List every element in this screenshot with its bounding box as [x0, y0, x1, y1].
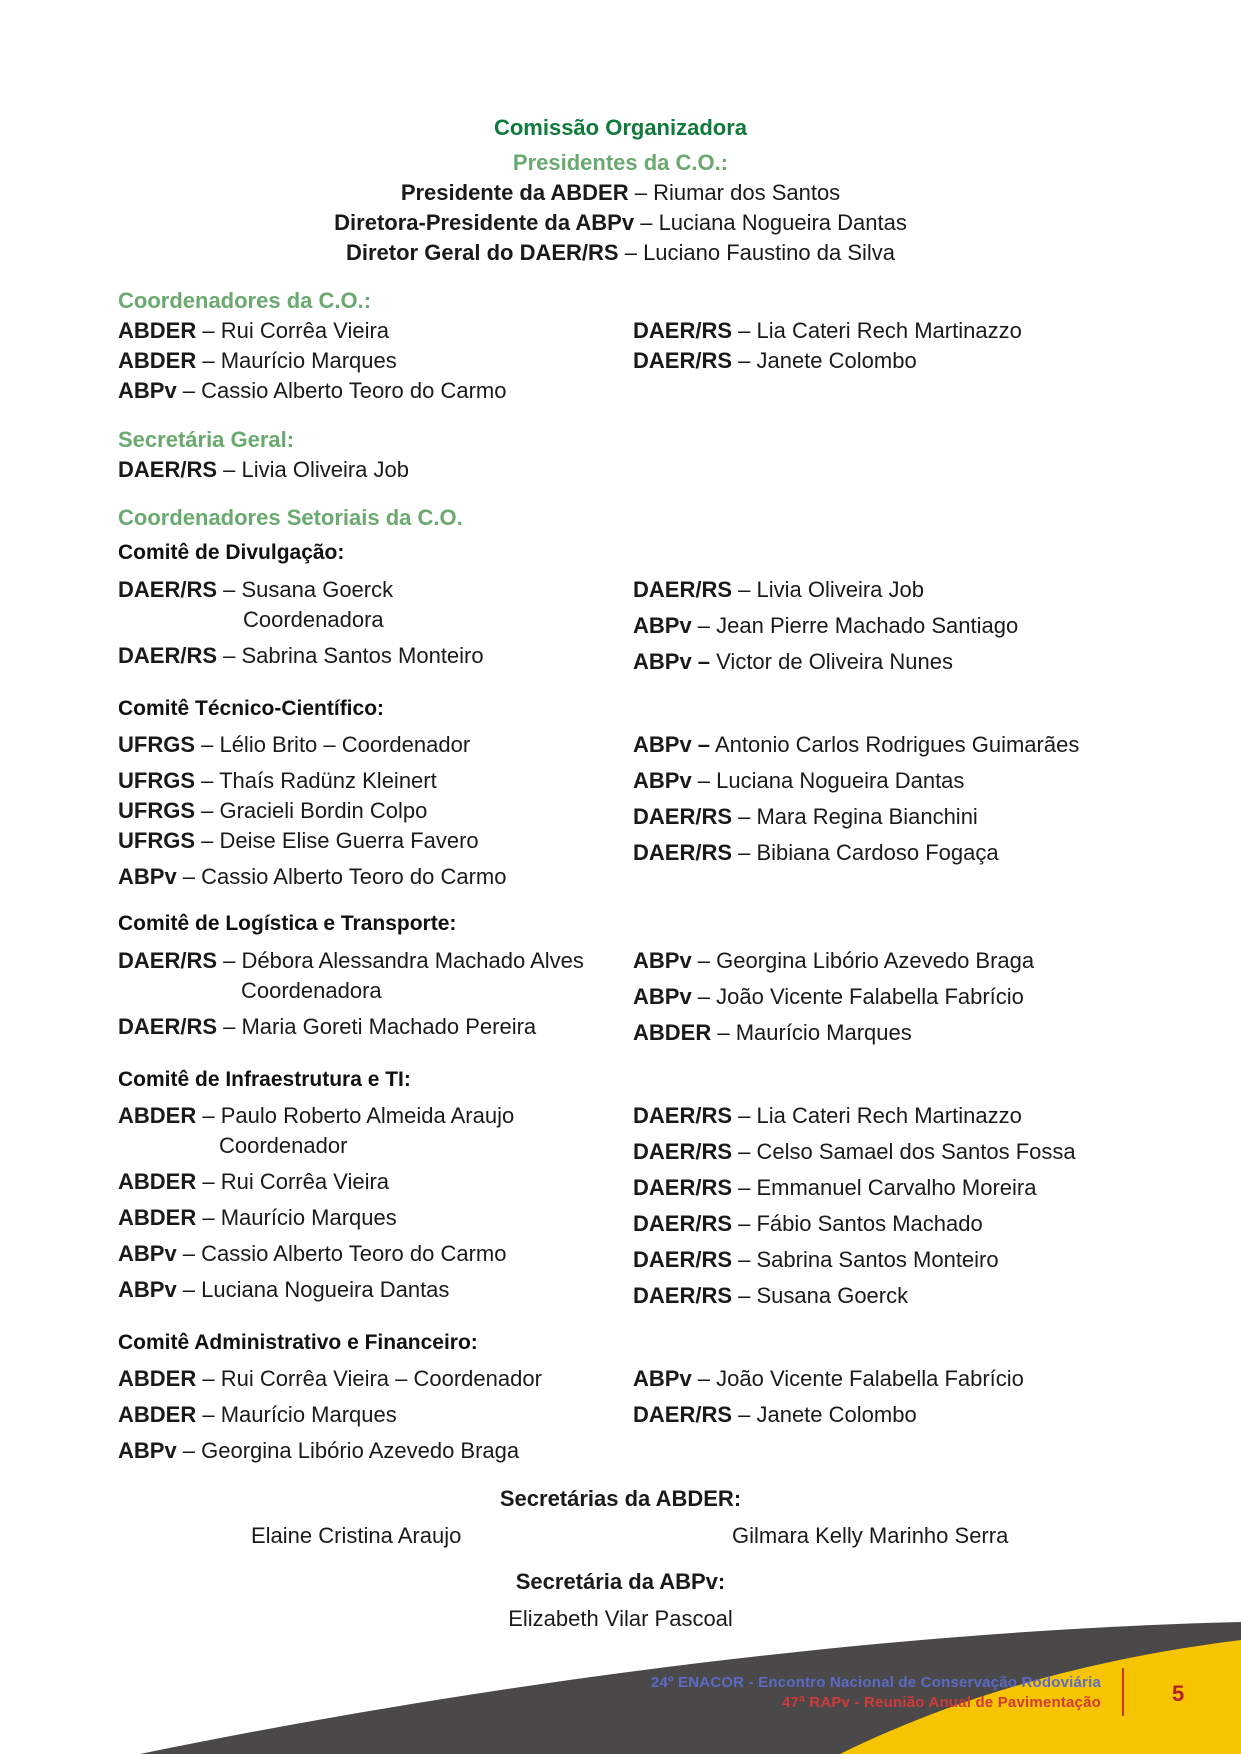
- secretary-name: Elizabeth Vilar Pascoal: [508, 1606, 733, 1631]
- committee-heading: Comitê de Logística e Transporte:: [118, 912, 457, 935]
- page-number: 5: [1172, 1681, 1185, 1706]
- coordinator-entry: [118, 346, 397, 376]
- person-name: – Jean Pierre Machado Santiago: [691, 613, 1019, 638]
- coordinator-entry: [118, 316, 389, 346]
- committee-member: [633, 575, 924, 605]
- committee-member: [633, 946, 1034, 976]
- org-label: ABDER: [118, 318, 197, 343]
- person-name: Victor de Oliveira Nunes: [710, 649, 953, 674]
- org-label: UFRGS: [118, 798, 195, 823]
- person-name: – Maurício Marques: [196, 348, 397, 373]
- person-name: – Maria Goreti Machado Pereira: [217, 1014, 537, 1039]
- member-role: Coordenador: [219, 1133, 348, 1158]
- committee-member: [118, 1101, 514, 1131]
- person-name: Antonio Carlos Rodrigues Guimarães: [710, 732, 1080, 757]
- org-label: ABPv: [633, 1366, 692, 1391]
- secretary-name: Gilmara Kelly Marinho Serra: [732, 1523, 1009, 1548]
- person-name: – Livia Oliveira Job: [732, 577, 924, 602]
- person-name: – Celso Samael dos Santos Fossa: [732, 1139, 1076, 1164]
- person-name: – Rui Corrêa Vieira: [196, 318, 390, 343]
- committee-member: [633, 766, 964, 796]
- org-label: DAER/RS: [118, 457, 218, 482]
- committee-member: [633, 838, 999, 868]
- secretary-general-entry: [118, 455, 409, 485]
- committee-heading: Comitê de Divulgação:: [118, 541, 345, 564]
- org-label: DAER/RS: [633, 1211, 733, 1236]
- committee-member: [633, 1018, 912, 1048]
- person-name: – João Vicente Falabella Fabrício: [691, 1366, 1024, 1391]
- person-name: – Cassio Alberto Teoro do Carmo: [176, 1241, 507, 1266]
- committee-member: [633, 802, 978, 832]
- org-label: DAER/RS: [633, 1103, 733, 1128]
- secretary-general-heading: Secretária Geral:: [118, 427, 295, 452]
- committee-member: [633, 1101, 1022, 1131]
- person-name: – Débora Alessandra Machado Alves: [217, 948, 584, 973]
- person-name: – Livia Oliveira Job: [217, 457, 409, 482]
- committee-heading: Comitê de Infraestrutura e TI:: [118, 1068, 411, 1091]
- person-name: – Mara Regina Bianchini: [732, 804, 978, 829]
- person-name: – Lélio Brito – Coordenador: [195, 732, 471, 757]
- coordinators-heading: Coordenadores da C.O.:: [118, 288, 372, 313]
- person-name: – Cassio Alberto Teoro do Carmo: [176, 378, 507, 403]
- org-label: DAER/RS: [633, 1175, 733, 1200]
- footer-event-line1: 24º ENACOR - Encontro Nacional de Conservação Rodoviária: [650, 1674, 1101, 1691]
- org-label: ABPv: [633, 613, 692, 638]
- committee-member: [118, 641, 484, 671]
- footer-divider: [1122, 1668, 1124, 1716]
- person-name: – Maurício Marques: [711, 1020, 912, 1045]
- committee-member: [118, 862, 506, 892]
- org-label: ABDER: [118, 1169, 197, 1194]
- committee-member: [118, 796, 427, 826]
- committee-member: [633, 1364, 1024, 1394]
- person-name: – Susana Goerck: [217, 577, 394, 602]
- president-org: Diretora-Presidente da ABPv: [334, 210, 635, 235]
- committee-member: [118, 1400, 397, 1430]
- president-name: Riumar dos Santos: [653, 180, 841, 205]
- org-label: DAER/RS: [633, 348, 733, 373]
- person-name: – Deise Elise Guerra Favero: [195, 828, 479, 853]
- org-label: ABPv –: [633, 649, 711, 674]
- org-label: DAER/RS: [633, 840, 733, 865]
- person-name: – Emmanuel Carvalho Moreira: [732, 1175, 1037, 1200]
- org-label: ABDER: [118, 1205, 197, 1230]
- org-label: UFRGS: [118, 828, 195, 853]
- committee-member: [633, 1245, 999, 1275]
- org-label: DAER/RS: [118, 643, 218, 668]
- committee-heading: Comitê Administrativo e Financeiro:: [118, 1331, 478, 1354]
- person-name: – Luciana Nogueira Dantas: [691, 768, 965, 793]
- president-line: [0, 180, 1241, 206]
- person-name: – Maurício Marques: [196, 1205, 397, 1230]
- secretaries-abder-heading: Secretárias da ABDER:: [499, 1486, 742, 1511]
- org-label: ABDER: [118, 1402, 197, 1427]
- committee-member: [118, 1239, 506, 1269]
- person-name: – João Vicente Falabella Fabrício: [691, 984, 1024, 1009]
- org-label: DAER/RS: [633, 1247, 733, 1272]
- president-name: Luciano Faustino da Silva: [643, 240, 895, 265]
- committee-member: [633, 730, 1079, 760]
- org-label: DAER/RS: [633, 577, 733, 602]
- president-name: Luciana Nogueira Dantas: [658, 210, 907, 235]
- committee-member: [118, 575, 393, 605]
- committee-member: [118, 1275, 449, 1305]
- person-name: – Thaís Radünz Kleinert: [195, 768, 437, 793]
- member-role: Coordenadora: [241, 978, 382, 1003]
- person-name: – Gracieli Bordin Colpo: [195, 798, 428, 823]
- person-name: – Rui Corrêa Vieira: [196, 1169, 390, 1194]
- committee-member: [118, 1012, 536, 1042]
- org-label: DAER/RS: [633, 1139, 733, 1164]
- person-name: – Fábio Santos Machado: [732, 1211, 983, 1236]
- committee-member: [633, 611, 1018, 641]
- footer-event-line2: 47ª RAPv - Reunião Anual de Pavimentação: [782, 1694, 1101, 1711]
- org-label: ABPv: [633, 948, 692, 973]
- coordinator-entry: [633, 316, 1022, 346]
- org-label: DAER/RS: [633, 804, 733, 829]
- person-name: – Luciana Nogueira Dantas: [176, 1277, 450, 1302]
- committee-member: [633, 1209, 983, 1239]
- committee-member: [118, 1364, 542, 1394]
- org-label: ABDER: [118, 1366, 197, 1391]
- person-name: – Rui Corrêa Vieira – Coordenador: [196, 1366, 542, 1391]
- org-label: ABPv: [118, 1241, 177, 1266]
- committee-member: [118, 730, 470, 760]
- org-label: ABPv: [118, 864, 177, 889]
- org-label: DAER/RS: [118, 948, 218, 973]
- president-org: Diretor Geral do DAER/RS: [345, 240, 619, 265]
- committee-member: [633, 1400, 917, 1430]
- person-name: – Janete Colombo: [732, 1402, 917, 1427]
- org-label: DAER/RS: [118, 1014, 218, 1039]
- org-label: DAER/RS: [633, 1402, 733, 1427]
- org-label: ABPv: [633, 768, 692, 793]
- president-line: [0, 240, 1241, 266]
- presidents-heading: Presidentes da C.O.:: [512, 150, 729, 175]
- org-label: ABPv: [118, 1277, 177, 1302]
- org-label: ABPv: [633, 984, 692, 1009]
- president-sep: –: [634, 210, 659, 235]
- org-label: ABDER: [633, 1020, 712, 1045]
- committee-member: [118, 826, 479, 856]
- person-name: – Janete Colombo: [732, 348, 917, 373]
- coordinator-entry: [633, 346, 917, 376]
- secretary-name: Elaine Cristina Araujo: [251, 1523, 462, 1548]
- person-name: – Georgina Libório Azevedo Braga: [176, 1438, 520, 1463]
- coordinator-entry: [118, 376, 506, 406]
- person-name: – Paulo Roberto Almeida Araujo: [196, 1103, 515, 1128]
- committee-heading: Comitê Técnico-Científico:: [118, 697, 385, 720]
- org-label: DAER/RS: [633, 1283, 733, 1308]
- org-label: ABPv –: [633, 732, 711, 757]
- committee-member: [118, 1203, 397, 1233]
- org-label: DAER/RS: [118, 577, 218, 602]
- president-sep: –: [618, 240, 644, 265]
- org-label: ABDER: [118, 348, 197, 373]
- org-label: DAER/RS: [633, 318, 733, 343]
- president-line: [0, 210, 1241, 236]
- committee-member: [633, 1173, 1036, 1203]
- person-name: – Georgina Libório Azevedo Braga: [691, 948, 1035, 973]
- org-label: ABDER: [118, 1103, 197, 1128]
- person-name: – Lia Cateri Rech Martinazzo: [732, 1103, 1022, 1128]
- president-org: Presidente da ABDER: [400, 180, 629, 205]
- person-name: – Lia Cateri Rech Martinazzo: [732, 318, 1022, 343]
- committee-member: [118, 1167, 389, 1197]
- org-label: UFRGS: [118, 768, 195, 793]
- president-sep: –: [628, 180, 654, 205]
- member-role: Coordenadora: [243, 607, 384, 632]
- committee-member: [118, 946, 584, 976]
- person-name: – Cassio Alberto Teoro do Carmo: [176, 864, 507, 889]
- committee-member: [633, 647, 953, 677]
- committee-member: [633, 1137, 1076, 1167]
- person-name: – Sabrina Santos Monteiro: [217, 643, 484, 668]
- person-name: – Bibiana Cardoso Fogaça: [732, 840, 999, 865]
- secretary-abpv-heading: Secretária da ABPv:: [515, 1569, 726, 1594]
- committee-member: [118, 1436, 519, 1466]
- org-label: UFRGS: [118, 732, 195, 757]
- person-name: – Susana Goerck: [732, 1283, 909, 1308]
- org-label: ABPv: [118, 378, 177, 403]
- committee-member: [118, 766, 437, 796]
- person-name: – Maurício Marques: [196, 1402, 397, 1427]
- page-title: Comissão Organizadora: [493, 115, 748, 140]
- sectoral-heading: Coordenadores Setoriais da C.O.: [118, 505, 463, 530]
- committee-member: [633, 1281, 908, 1311]
- person-name: – Sabrina Santos Monteiro: [732, 1247, 999, 1272]
- org-label: ABPv: [118, 1438, 177, 1463]
- committee-member: [633, 982, 1024, 1012]
